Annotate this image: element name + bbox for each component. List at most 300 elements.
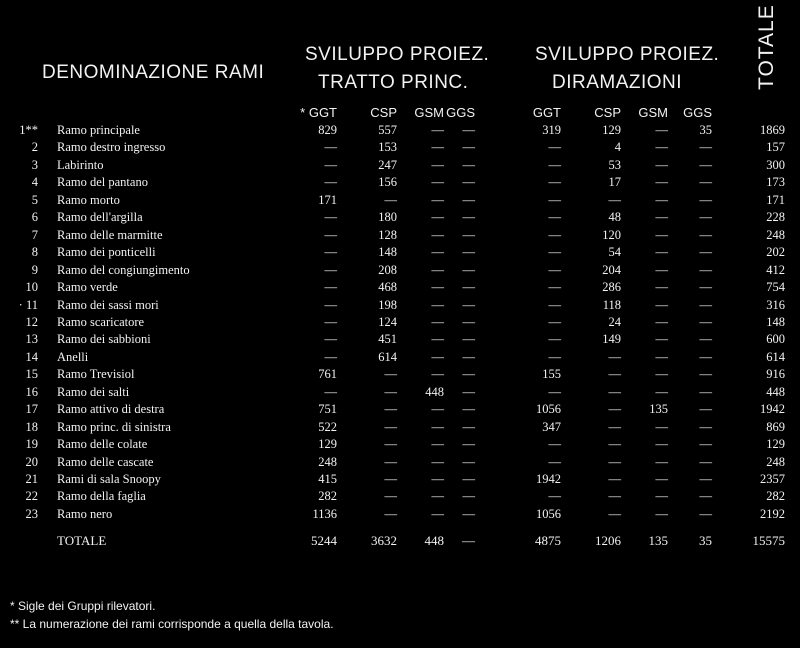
cell: — [548, 297, 561, 312]
cell: 1056 [536, 402, 561, 417]
cell: — [462, 192, 475, 207]
cell: — [431, 367, 444, 382]
cell: — [324, 157, 337, 172]
table-row [0, 350, 800, 367]
cell: 248 [318, 454, 337, 469]
cell: 53 [608, 157, 621, 172]
row-number: 21 [25, 472, 38, 486]
cell: 129 [318, 437, 337, 452]
cell: — [384, 454, 397, 469]
cell: 415 [318, 472, 337, 486]
cell: — [324, 332, 337, 347]
row-name: Ramo delle cascate [57, 454, 154, 469]
row-name: Ramo scaricatore [57, 314, 145, 329]
cell: — [431, 245, 444, 260]
cell: — [431, 140, 444, 155]
cell: — [608, 506, 621, 521]
cell: 54 [608, 245, 621, 260]
cell: — [431, 437, 444, 452]
cell: — [699, 210, 712, 225]
cell: 171 [766, 192, 785, 207]
column-header: * GGT [300, 105, 337, 120]
cell: — [431, 454, 444, 469]
cell: — [699, 245, 712, 260]
table-row [0, 385, 800, 402]
cell: — [655, 367, 668, 382]
cell: — [548, 489, 561, 504]
cell: — [699, 280, 712, 295]
cell: — [699, 175, 712, 190]
cell: — [655, 262, 668, 277]
cell: — [384, 192, 397, 207]
cell: — [462, 123, 475, 137]
cell: 1942 [760, 402, 785, 417]
table-row [0, 245, 800, 262]
cell: — [462, 210, 475, 225]
cell: — [655, 123, 668, 137]
cell: — [324, 297, 337, 312]
table-row [0, 420, 800, 437]
cell: — [699, 437, 712, 452]
cell: — [655, 192, 668, 207]
table-row [0, 140, 800, 157]
cell: — [462, 297, 475, 312]
cell: — [699, 297, 712, 312]
total-cell: 1206 [595, 533, 621, 548]
cell: — [548, 332, 561, 347]
cell: — [384, 419, 397, 434]
table-row [0, 123, 800, 140]
cell: — [655, 140, 668, 155]
cell: — [324, 175, 337, 190]
row-number: 20 [25, 454, 38, 469]
cell: — [431, 157, 444, 172]
row-name: Ramo Trevisiol [57, 367, 135, 382]
cell: — [548, 437, 561, 452]
row-number: 7 [31, 227, 38, 242]
total-cell: 3632 [371, 533, 397, 548]
cell: — [462, 367, 475, 382]
table-row [0, 402, 800, 419]
cell: — [462, 349, 475, 364]
row-number: 5 [31, 192, 38, 207]
header-group1-line1: SVILUPPO PROIEZ. [305, 44, 490, 65]
total-cell: 35 [699, 533, 712, 548]
table-row [0, 228, 800, 245]
cell: 916 [766, 367, 785, 382]
cell: — [548, 314, 561, 329]
cell: — [699, 192, 712, 207]
cell: 451 [378, 332, 397, 347]
cell: — [548, 454, 561, 469]
cell: 148 [378, 245, 397, 260]
total-cell: 4875 [535, 533, 561, 548]
cell: 282 [318, 489, 337, 504]
cell: — [324, 140, 337, 155]
cell: — [699, 419, 712, 434]
cell: — [655, 472, 668, 486]
cell: 319 [542, 123, 561, 137]
cell: — [324, 314, 337, 329]
cell: 124 [378, 314, 397, 329]
cell: 829 [318, 123, 337, 137]
row-name: Ramo della faglia [57, 489, 146, 504]
cell: — [324, 349, 337, 364]
cell: — [431, 192, 444, 207]
cell: 155 [542, 367, 561, 382]
row-number: 17 [25, 402, 38, 417]
cell: — [608, 437, 621, 452]
cell: 4 [614, 140, 621, 155]
cell: — [699, 349, 712, 364]
cell: — [462, 175, 475, 190]
cell: — [699, 314, 712, 329]
table-row [0, 455, 800, 472]
cell: 614 [766, 349, 785, 364]
column-header: CSP [594, 105, 621, 120]
cell: — [384, 384, 397, 399]
cell: 156 [378, 175, 397, 190]
row-number: 1** [19, 123, 38, 137]
header-group2-line2: DIRAMAZIONI [552, 72, 683, 93]
cell: 600 [766, 332, 785, 347]
cell: — [699, 262, 712, 277]
cell: 129 [766, 437, 785, 452]
cell: 2192 [760, 506, 785, 521]
cell: — [655, 280, 668, 295]
cell: — [462, 157, 475, 172]
row-name: Ramo delle colate [57, 437, 148, 452]
cell: 557 [378, 123, 397, 137]
row-name: Anelli [57, 349, 89, 364]
table-row [0, 437, 800, 454]
cell: — [462, 472, 475, 486]
row-name: Ramo princ. di sinistra [57, 419, 171, 434]
cell: 48 [608, 210, 621, 225]
cell: — [431, 472, 444, 486]
cell: — [655, 419, 668, 434]
cell: 448 [766, 384, 785, 399]
table-row [0, 367, 800, 384]
row-number: 10 [25, 280, 38, 295]
row-number: 15 [25, 367, 38, 382]
column-header: GGT [532, 105, 561, 120]
cell: — [608, 384, 621, 399]
cell: — [462, 245, 475, 260]
column-header: GGS [683, 105, 712, 120]
row-name: Ramo dei sabbioni [57, 332, 151, 347]
cell: — [431, 489, 444, 504]
cell: — [462, 314, 475, 329]
cell: — [548, 280, 561, 295]
cell: 2357 [760, 472, 785, 486]
row-name: Ramo del pantano [57, 175, 148, 190]
cell: 448 [425, 384, 444, 399]
row-name: Ramo del congiungimento [57, 262, 190, 277]
cell: — [699, 472, 712, 486]
total-row [0, 533, 800, 550]
cell: — [608, 192, 621, 207]
total-cell: 5244 [311, 533, 337, 548]
cell: — [462, 402, 475, 417]
table-row [0, 507, 800, 524]
table-row [0, 472, 800, 489]
row-name: Ramo dei ponticelli [57, 245, 156, 260]
cell: 282 [766, 489, 785, 504]
cell: — [608, 402, 621, 417]
cell: — [462, 384, 475, 399]
column-header: GSM [638, 105, 668, 120]
cell: 754 [766, 280, 785, 295]
total-cell: 448 [424, 533, 444, 548]
cell: — [462, 489, 475, 504]
cell: 148 [766, 314, 785, 329]
column-header: GSM [414, 105, 444, 120]
cell: — [608, 472, 621, 486]
cell: — [655, 210, 668, 225]
cell: — [462, 454, 475, 469]
cell: — [655, 332, 668, 347]
cell: — [431, 280, 444, 295]
cell: 198 [378, 297, 397, 312]
cell: — [548, 262, 561, 277]
header-totale: TOTALE [755, 4, 778, 90]
cell: 153 [378, 140, 397, 155]
cell: 316 [766, 297, 785, 312]
cell: — [608, 349, 621, 364]
row-number: 23 [25, 506, 38, 521]
table-row [0, 315, 800, 332]
cell: 1869 [760, 123, 785, 137]
cell: 171 [318, 192, 337, 207]
table-row [0, 263, 800, 280]
cell: 869 [766, 419, 785, 434]
cell: 751 [318, 402, 337, 417]
cell: 614 [378, 349, 397, 364]
table-row [0, 280, 800, 297]
cell: — [655, 437, 668, 452]
cell: — [431, 332, 444, 347]
row-number: 4 [31, 175, 38, 190]
footnote-2: ** La numerazione dei rami corrisponde a quella della tavola. [10, 617, 334, 631]
cell: — [462, 140, 475, 155]
cell: 202 [766, 245, 785, 260]
cell: — [384, 472, 397, 486]
cell: — [655, 384, 668, 399]
cell: 1136 [312, 506, 337, 521]
table-row [0, 175, 800, 192]
cell: 128 [378, 227, 397, 242]
total-cell: — [462, 533, 475, 548]
cell: 135 [649, 402, 668, 417]
row-name: Labirinto [57, 157, 104, 172]
cell: — [548, 157, 561, 172]
cell: — [431, 314, 444, 329]
total-label: TOTALE [57, 533, 107, 548]
row-name: Ramo morto [57, 192, 120, 207]
cell: — [608, 489, 621, 504]
cell: — [699, 454, 712, 469]
cell: 1942 [536, 472, 561, 486]
row-name: Ramo delle marmitte [57, 227, 163, 242]
table-row [0, 489, 800, 506]
table-row [0, 332, 800, 349]
cell: — [462, 419, 475, 434]
cell: — [699, 140, 712, 155]
cell: — [462, 280, 475, 295]
cell: — [384, 489, 397, 504]
cell: 228 [766, 210, 785, 225]
cell: — [462, 506, 475, 521]
row-number: 12 [25, 314, 38, 329]
cell: — [384, 437, 397, 452]
cell: — [462, 437, 475, 452]
cell: 522 [318, 419, 337, 434]
row-number: 19 [25, 437, 38, 452]
cell: 173 [766, 175, 785, 190]
row-number: 9 [31, 262, 38, 277]
cell: — [548, 140, 561, 155]
row-number: 6 [31, 210, 38, 225]
cell: 1056 [536, 506, 561, 521]
cell: — [431, 262, 444, 277]
cell: — [699, 489, 712, 504]
cell: 208 [378, 262, 397, 277]
cell: — [324, 245, 337, 260]
cell: — [655, 175, 668, 190]
cell: — [699, 506, 712, 521]
cell: — [655, 506, 668, 521]
cell: 17 [608, 175, 621, 190]
cell: — [655, 349, 668, 364]
cell: — [548, 175, 561, 190]
cell: — [655, 454, 668, 469]
row-number: 14 [25, 349, 38, 364]
cell: — [431, 175, 444, 190]
row-number: 3 [31, 157, 38, 172]
cell: — [462, 262, 475, 277]
cell: — [384, 367, 397, 382]
cell: — [431, 419, 444, 434]
cell: — [655, 157, 668, 172]
cell: — [324, 262, 337, 277]
row-name: Ramo dei salti [57, 384, 130, 399]
footnote-1: * Sigle dei Gruppi rilevatori. [10, 599, 156, 613]
row-number: · 11 [18, 297, 38, 312]
cell: — [699, 157, 712, 172]
column-header: CSP [370, 105, 397, 120]
cell: — [608, 419, 621, 434]
cell: — [431, 297, 444, 312]
cell: 180 [378, 210, 397, 225]
cell: — [548, 210, 561, 225]
cell: — [548, 227, 561, 242]
cell: — [655, 245, 668, 260]
cell: 120 [602, 227, 621, 242]
cell: — [431, 349, 444, 364]
cell: — [324, 280, 337, 295]
table-row [0, 298, 800, 315]
row-number: 16 [25, 384, 38, 399]
row-name: Ramo dei sassi mori [57, 297, 159, 312]
cell: 247 [378, 157, 397, 172]
cell: — [699, 367, 712, 382]
row-name: Rami di sala Snoopy [57, 472, 161, 486]
cell: — [548, 384, 561, 399]
table-row [0, 210, 800, 227]
cell: 157 [766, 140, 785, 155]
cell: — [655, 489, 668, 504]
cell: — [431, 123, 444, 137]
cell: — [431, 402, 444, 417]
cell: — [431, 210, 444, 225]
cell: — [699, 402, 712, 417]
cell: — [431, 506, 444, 521]
cell: 118 [602, 297, 621, 312]
cell: 204 [602, 262, 621, 277]
header-denominazione: DENOMINAZIONE RAMI [42, 62, 265, 83]
header-group2-line1: SVILUPPO PROIEZ. [535, 44, 720, 65]
cell: — [608, 454, 621, 469]
row-name: Ramo attivo di destra [57, 402, 165, 417]
cell: 468 [378, 280, 397, 295]
cell: 149 [602, 332, 621, 347]
row-name: Ramo verde [57, 280, 118, 295]
cell: — [655, 297, 668, 312]
cell: — [699, 332, 712, 347]
cell: — [384, 506, 397, 521]
cell: 248 [766, 454, 785, 469]
total-cell: 15575 [752, 533, 785, 548]
cell: 24 [608, 314, 621, 329]
cell: — [324, 384, 337, 399]
cell: — [655, 227, 668, 242]
total-cell: 135 [648, 533, 668, 548]
row-number: 2 [31, 140, 38, 155]
cell: — [462, 332, 475, 347]
header-group1-line2: TRATTO PRINC. [318, 72, 469, 93]
cell: — [548, 349, 561, 364]
cell: 761 [318, 367, 337, 382]
cell: — [324, 227, 337, 242]
row-name: Ramo nero [57, 506, 113, 521]
cell: 248 [766, 227, 785, 242]
cell: — [608, 367, 621, 382]
cell: — [548, 245, 561, 260]
cell: — [655, 314, 668, 329]
row-name: Ramo dell'argilla [57, 210, 143, 225]
row-number: 22 [25, 489, 38, 504]
cell: 129 [602, 123, 621, 137]
cell: 412 [766, 262, 785, 277]
cell: — [699, 227, 712, 242]
row-number: 18 [25, 419, 38, 434]
row-name: Ramo destro ingresso [57, 140, 166, 155]
table-row [0, 158, 800, 175]
cell: — [699, 384, 712, 399]
row-number: 13 [25, 332, 38, 347]
row-name: Ramo principale [57, 123, 140, 137]
cell: 347 [542, 419, 561, 434]
column-header: GGS [446, 105, 475, 120]
cell: 286 [602, 280, 621, 295]
row-number: 8 [31, 245, 38, 260]
cell: — [384, 402, 397, 417]
cell: 300 [766, 157, 785, 172]
cell: — [431, 227, 444, 242]
cell: — [462, 227, 475, 242]
cell: — [548, 192, 561, 207]
